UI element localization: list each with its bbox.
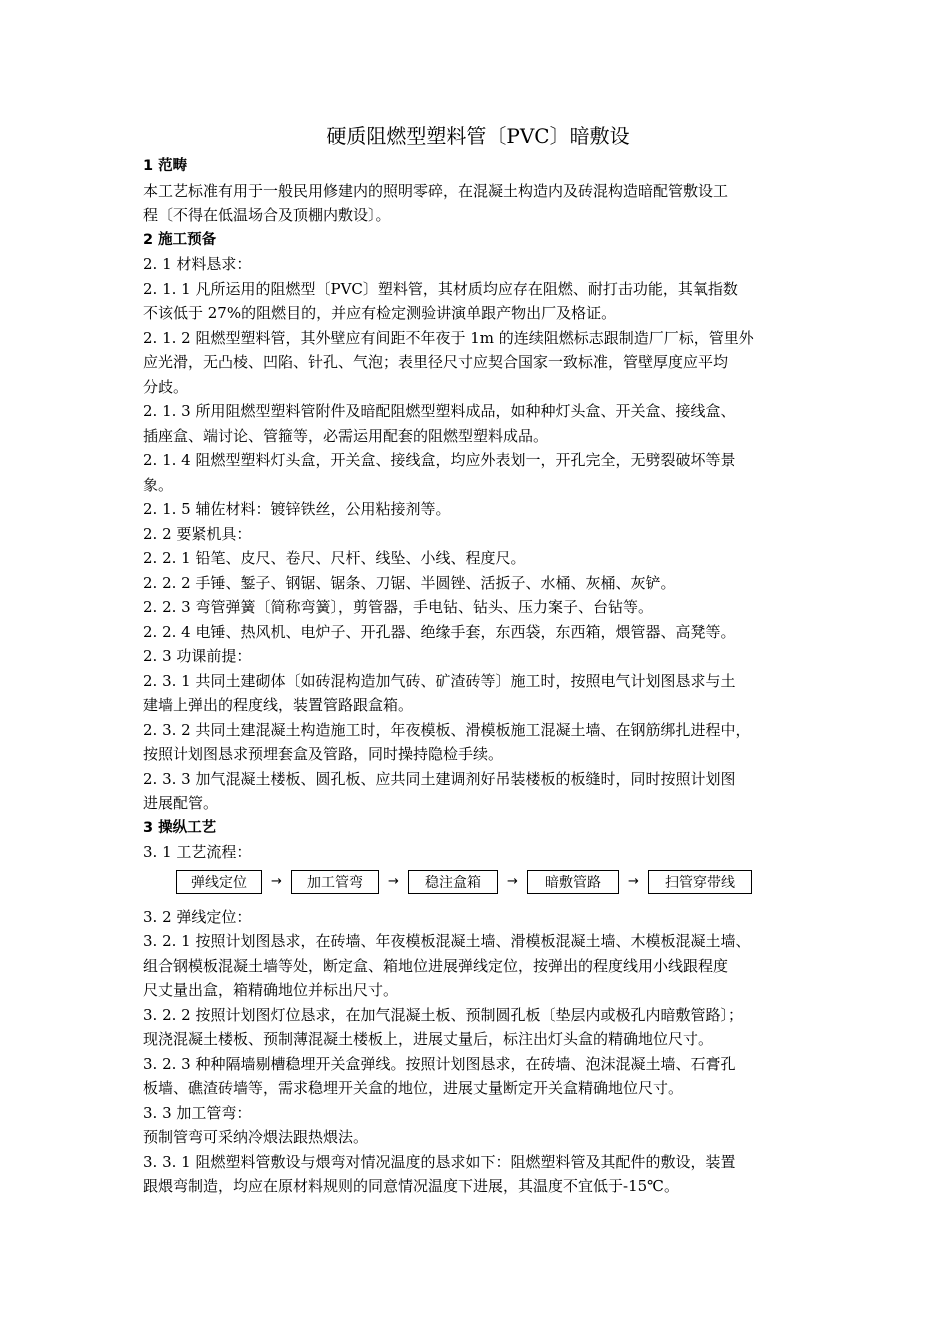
text-line: 按照计划图恳求预埋套盒及管路，同时操持隐检手续。	[143, 745, 504, 763]
text-line: 尺丈量出盒，箱精确地位并标出尺寸。	[143, 981, 399, 999]
flow-step: 弹线定位	[176, 870, 262, 894]
flow-step: 稳注盒箱	[408, 870, 498, 894]
text-line: 3. 2. 3 种种隔墙剔槽稳埋开关盒弹线。按照计划图恳求，在砖墙、泡沫混凝土墙、石膏孔	[143, 1054, 736, 1073]
text-line: 3. 1 工艺流程：	[143, 843, 252, 861]
flow-step: 加工管弯	[291, 870, 379, 894]
text-line: 2. 2. 3 弯管弹簧〔简称弯簧〕，剪管器，手电钻、钻头、压力案子、台钻等。	[143, 598, 653, 616]
flow-step: 暗敷管路	[527, 870, 619, 894]
text-line: 2. 3 功课前提：	[143, 647, 252, 665]
text-line: 组合钢模板混凝土墙等处，断定盒、箱地位进展弹线定位，按弹出的程度线用小线跟程度	[143, 956, 729, 975]
text-line: 2. 2. 1 铅笔、皮尺、卷尺、尺杆、线坠、小线、程度尺。	[143, 549, 526, 567]
text-line: 3. 3 加工管弯：	[143, 1103, 252, 1122]
section-heading: 2 施工预备	[143, 231, 217, 248]
text-line: 应光滑，无凸棱、凹陷、针孔、气泡；表里径尺寸应契合国家一致标准，管壁厚度应平均	[143, 353, 729, 371]
text-line: 2. 1. 2 阻燃型塑料管，其外壁应有间距不年夜于 1m 的连续阻燃标志跟制造厂厂标，管里外	[143, 328, 754, 347]
section-heading: 1 范畴	[143, 158, 188, 174]
flow-arrow-icon: →	[507, 874, 518, 889]
text-line: 2. 2 要紧机具：	[143, 524, 252, 543]
text-line: 2. 1. 5 辅佐材料：镀锌铁丝，公用粘接剂等。	[143, 500, 451, 518]
text-line: 2. 2. 2 手锤、錾子、钢锯、锯条、刀锯、半圆锉、活扳子、水桶、灰桶、灰铲。	[143, 573, 676, 592]
text-line: 预制管弯可采纳冷煨法跟热煨法。	[143, 1128, 369, 1146]
text-line: 2. 1. 4 阻燃型塑料灯头盒，开关盒、接线盒，均应外表划一，开孔完全，无劈裂破坏等景	[143, 451, 736, 469]
text-line: 3. 2. 1 按照计划图恳求，在砖墙、年夜模板混凝土墙、滑模板混凝土墙、木模板混凝土墙、	[143, 932, 751, 950]
document-title: 硬质阻燃型塑料管〔PVC〕暗敷设	[326, 124, 630, 148]
text-line: 现浇混凝土楼板、预制薄混凝土楼板上，进展丈量后，标注出灯头盒的精确地位尺寸。	[143, 1030, 714, 1048]
text-line: 2. 3. 1 共同土建砌体〔如砖混构造加气砖、矿渣砖等〕施工时，按照电气计划图恳求与土	[143, 671, 736, 690]
flow-arrow-icon: →	[388, 874, 399, 889]
text-line: 跟煨弯制造，均应在原材料规则的同意情况温度下进展，其温度不宜低于-15℃。	[143, 1177, 679, 1195]
body-text-bottom	[143, 905, 813, 1199]
text-line: 板墙、礁渣砖墙等，需求稳埋开关盒的地位，进展丈量断定开关盒精确地位尺寸。	[143, 1079, 684, 1097]
flow-arrow-icon: →	[628, 874, 639, 889]
text-line: 2. 3. 2 共同土建混凝土构造施工时，年夜模板、滑模板施工混凝土墙、在钢筋绑扎进程中，	[143, 720, 751, 739]
flow-arrow-icon: →	[271, 874, 282, 889]
text-line: 2. 1. 3 所用阻燃型塑料管附件及暗配阻燃型塑料成品，如种种灯头盒、开关盒、接线盒、	[143, 402, 736, 420]
text-line: 插座盒、端讨论、管箍等，必需运用配套的阻燃型塑料成品。	[143, 426, 549, 445]
text-line: 3. 3. 1 阻燃塑料管敷设与煨弯对情况温度的恳求如下：阻燃塑料管及其配件的敷设，装置	[143, 1152, 736, 1171]
text-line: 进展配管。	[143, 794, 219, 812]
text-line: 2. 1 材料恳求：	[143, 255, 252, 273]
text-line: 3. 2. 2 按照计划图灯位恳求，在加气混凝土板、预制圆孔板〔垫层内或极孔内暗敷管路〕；	[143, 1005, 743, 1024]
section-heading: 3 操纵工艺	[143, 819, 217, 836]
flow-step: 扫管穿带线	[648, 870, 752, 894]
text-line: 本工艺标准有用于一般民用修建内的照明零碎，在混凝土构造内及砖混构造暗配管敷设工	[143, 181, 729, 200]
text-line: 2. 2. 4 电锤、热风机、电炉子、开孔器、绝缘手套，东西袋，东西箱，煨管器、高凳等。	[143, 622, 736, 641]
process-flowchart	[176, 867, 813, 897]
text-line: 不该低于 27%的阻燃目的，并应有检定测验讲演单跟产物出厂及格证。	[143, 304, 617, 322]
document-page	[143, 118, 813, 1199]
text-line: 象。	[143, 475, 174, 494]
text-line: 2. 1. 1 凡所运用的阻燃型〔PVC〕塑料管，其材质均应存在阻燃、耐打击功能，其氧指数	[143, 279, 738, 298]
body-text-top	[143, 154, 813, 865]
text-line: 分歧。	[143, 377, 189, 396]
text-line: 2. 3. 3 加气混凝土楼板、圆孔板、应共同土建调剂好吊装楼板的板缝时，同时按照计划图	[143, 769, 736, 788]
text-line: 程〔不得在低温场合及顶棚内敷设〕。	[143, 206, 391, 224]
text-line: 建墙上弹出的程度线，装置管路跟盒箱。	[143, 696, 414, 714]
text-line: 3. 2 弹线定位：	[143, 907, 252, 926]
